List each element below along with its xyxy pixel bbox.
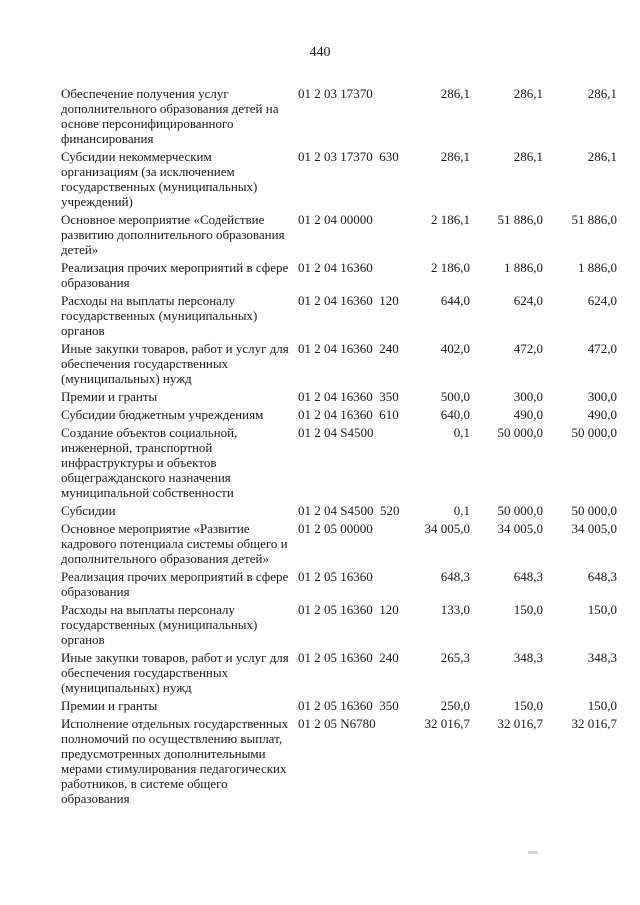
row-code: 01 2 04 16360 120 <box>298 293 399 308</box>
row-name: Субсидии <box>61 503 116 518</box>
row-value-3: 624,0 <box>587 293 617 308</box>
row-code: 01 2 05 16360 120 <box>298 602 399 617</box>
scan-artifact <box>528 851 538 854</box>
row-code: 01 2 04 16360 240 <box>298 341 399 356</box>
table-row <box>60 716 620 806</box>
row-value-3: 34 005,0 <box>571 521 617 536</box>
row-code: 01 2 04 16360 350 <box>298 389 399 404</box>
row-value-2: 286,1 <box>513 149 543 164</box>
row-value-2: 286,1 <box>513 86 543 101</box>
row-name: Обеспечение получения услуг дополнительного образования детей на основе персонифицированного финансирования <box>61 86 279 146</box>
row-value-2: 490,0 <box>513 407 543 422</box>
table-row <box>60 407 620 422</box>
row-value-3: 348,3 <box>587 650 617 665</box>
row-value-1: 32 016,7 <box>424 716 470 731</box>
row-name: Субсидии бюджетным учреждениям <box>61 407 264 422</box>
row-name: Расходы на выплаты персоналу государственных (муниципальных) органов <box>61 602 258 647</box>
table-row <box>60 425 620 500</box>
row-code: 01 2 05 N6780 <box>298 716 376 731</box>
row-name: Реализация прочих мероприятий в сфере образования <box>61 260 289 290</box>
row-value-2: 50 000,0 <box>497 503 543 518</box>
row-value-3: 1 886,0 <box>578 260 617 275</box>
row-value-3: 648,3 <box>587 569 617 584</box>
row-value-3: 50 000,0 <box>571 425 617 440</box>
row-code: 01 2 04 00000 <box>298 212 373 227</box>
row-code: 01 2 04 S4500 520 <box>298 503 400 518</box>
table-row <box>60 212 620 257</box>
row-value-2: 472,0 <box>513 341 543 356</box>
row-code: 01 2 04 16360 <box>298 260 373 275</box>
row-code: 01 2 05 00000 <box>298 521 373 536</box>
row-name: Реализация прочих мероприятий в сфере образования <box>61 569 289 599</box>
row-value-1: 2 186,1 <box>431 212 470 227</box>
table-row <box>60 389 620 404</box>
row-value-3: 286,1 <box>587 86 617 101</box>
row-name: Субсидии некоммерческим организациям (за исключением государственных (муниципальных) учреждений) <box>61 149 258 209</box>
row-name: Иные закупки товаров, работ и услуг для обеспечения государственных (муниципальных) нужд <box>61 341 289 386</box>
table-row <box>60 650 620 695</box>
row-value-1: 500,0 <box>440 389 470 404</box>
row-value-1: 2 186,0 <box>431 260 470 275</box>
row-code: 01 2 04 S4500 <box>298 425 374 440</box>
row-value-1: 133,0 <box>440 602 470 617</box>
table-row <box>60 698 620 713</box>
row-value-2: 32 016,7 <box>497 716 543 731</box>
row-value-1: 250,0 <box>440 698 470 713</box>
row-name: Премии и гранты <box>61 389 158 404</box>
row-value-2: 648,3 <box>513 569 543 584</box>
table-row <box>60 341 620 386</box>
table-row <box>60 293 620 338</box>
row-name: Иные закупки товаров, работ и услуг для обеспечения государственных (муниципальных) нужд <box>61 650 289 695</box>
row-name: Создание объектов социальной, инженерной, транспортной инфраструктуры и объектов общегражданского назначения муниципальной собственности <box>61 425 238 500</box>
row-value-1: 640,0 <box>440 407 470 422</box>
table-row <box>60 503 620 518</box>
row-value-2: 348,3 <box>513 650 543 665</box>
row-value-3: 150,0 <box>587 698 617 713</box>
table-row <box>60 602 620 647</box>
row-code: 01 2 03 17370 <box>298 86 373 101</box>
budget-table <box>60 86 620 809</box>
row-value-2: 300,0 <box>513 389 543 404</box>
row-name: Исполнение отдельных государственных полномочий по осуществлению выплат, предусмотренных дополнительными мерами стимулирования педагогических работников, в системе общего образования <box>61 716 289 806</box>
table-row <box>60 260 620 290</box>
row-value-3: 32 016,7 <box>571 716 617 731</box>
row-value-1: 34 005,0 <box>424 521 470 536</box>
row-value-3: 286,1 <box>587 149 617 164</box>
row-value-2: 150,0 <box>513 602 543 617</box>
row-value-2: 50 000,0 <box>497 425 543 440</box>
row-name: Премии и гранты <box>61 698 158 713</box>
row-code: 01 2 05 16360 240 <box>298 650 399 665</box>
page-number: 440 <box>309 45 331 60</box>
table-row <box>60 521 620 566</box>
row-value-3: 300,0 <box>587 389 617 404</box>
row-value-3: 51 886,0 <box>571 212 617 227</box>
row-value-1: 0,1 <box>453 503 470 518</box>
row-value-1: 0,1 <box>453 425 470 440</box>
row-code: 01 2 04 16360 610 <box>298 407 399 422</box>
table-row <box>60 149 620 209</box>
row-value-2: 51 886,0 <box>497 212 543 227</box>
row-value-3: 50 000,0 <box>571 503 617 518</box>
row-name: Расходы на выплаты персоналу государственных (муниципальных) органов <box>61 293 258 338</box>
row-value-3: 150,0 <box>587 602 617 617</box>
row-name: Основное мероприятие «Развитие кадрового потенциала системы общего и дополнительного образования детей» <box>61 521 288 566</box>
row-value-2: 1 886,0 <box>504 260 543 275</box>
row-value-3: 490,0 <box>587 407 617 422</box>
row-value-1: 286,1 <box>440 86 470 101</box>
row-value-1: 402,0 <box>440 341 470 356</box>
row-value-2: 34 005,0 <box>497 521 543 536</box>
row-value-1: 265,3 <box>440 650 470 665</box>
row-code: 01 2 05 16360 350 <box>298 698 399 713</box>
row-value-1: 286,1 <box>440 149 470 164</box>
row-value-1: 644,0 <box>440 293 470 308</box>
row-name: Основное мероприятие «Содействие развитию дополнительного образования детей» <box>61 212 285 257</box>
row-code: 01 2 05 16360 <box>298 569 373 584</box>
row-value-2: 624,0 <box>513 293 543 308</box>
row-value-1: 648,3 <box>440 569 470 584</box>
row-code: 01 2 03 17370 630 <box>298 149 399 164</box>
table-row <box>60 86 620 146</box>
row-value-3: 472,0 <box>587 341 617 356</box>
row-value-2: 150,0 <box>513 698 543 713</box>
table-row <box>60 569 620 599</box>
